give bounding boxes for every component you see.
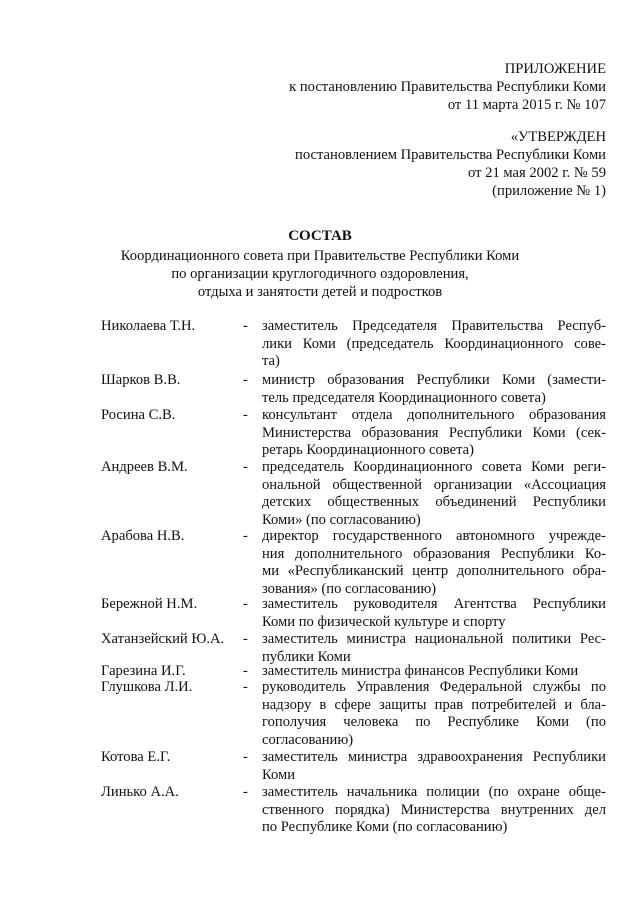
member-role-line: ми «Республиканский центр дополнительного обра-	[262, 563, 606, 579]
approved-line: постановлением Правительства Республики Коми	[295, 147, 606, 163]
member-role	[262, 407, 606, 460]
member-dash: -	[243, 459, 248, 475]
member-name: Линько А.А.	[101, 784, 179, 800]
title-heading: СОСТАВ	[288, 228, 352, 244]
member-role	[262, 749, 606, 784]
member-role-line: заместитель руководителя Агентства Республики	[262, 596, 606, 612]
member-role-line: тель председателя Координационного совета)	[262, 389, 546, 406]
member-dash: -	[243, 631, 248, 647]
member-name: Бережной Н.М.	[101, 596, 198, 612]
member-role-line: Коми	[262, 766, 296, 783]
member-role-line: зования» (по согласованию)	[262, 580, 437, 597]
appendix-line: ПРИЛОЖЕНИЕ	[504, 61, 606, 77]
member-role-line: заместитель Председателя Правительства Респуб-	[262, 318, 606, 334]
member-name: Андреев В.М.	[101, 459, 188, 475]
member-role-line: согласованию)	[262, 731, 354, 748]
member-dash: -	[243, 784, 248, 800]
member-role	[262, 663, 606, 681]
member-role-line: ональной общественной организации «Ассоциация	[262, 476, 606, 493]
member-role	[262, 631, 606, 666]
member-name: Шарков В.В.	[101, 372, 181, 388]
member-role	[262, 459, 606, 529]
appendix-line: от 11 марта 2015 г. № 107	[447, 97, 606, 113]
member-dash: -	[243, 679, 248, 695]
member-name: Арабова Н.В.	[101, 528, 185, 544]
member-role-line: министр образования Республики Коми (замести-	[262, 372, 606, 388]
member-role-line: заместитель министра национальной политики Рес-	[262, 631, 606, 647]
title-line: по организации круглогодичного оздоровления,	[171, 266, 469, 282]
title-line: Координационного совета при Правительстве Республики Коми	[120, 248, 520, 264]
appendix-line: к постановлению Правительства Республики Коми	[289, 79, 606, 95]
member-role	[262, 784, 606, 837]
member-role-line: ретарь Координационного совета)	[262, 442, 474, 458]
member-dash: -	[243, 318, 248, 334]
document-title	[0, 227, 640, 301]
approved-header	[295, 128, 606, 200]
member-role-line: заместитель начальника полиции (по охране обще-	[262, 784, 606, 800]
member-role	[262, 318, 606, 371]
approved-line: (приложение № 1)	[492, 183, 606, 199]
member-dash: -	[243, 407, 248, 423]
member-role-line: председатель Координационного совета Коми реги-	[262, 459, 606, 475]
member-role-line: Коми» (по согласованию)	[262, 511, 421, 528]
approved-line: «УТВЕРЖДЕН	[510, 129, 606, 145]
member-role-line: руководитель Управления Федеральной службы по	[262, 679, 606, 695]
member-role	[262, 596, 606, 631]
member-role-line: заместитель министра финансов Республики Коми	[262, 663, 579, 679]
member-role	[262, 528, 606, 598]
member-role-line: консультант отдела дополнительного образования	[262, 407, 606, 423]
member-name: Хатанзейский Ю.А.	[101, 631, 225, 647]
member-role-line: публики Коми	[262, 648, 351, 665]
member-name: Николаева Т.Н.	[101, 318, 196, 334]
member-role-line: надзору в сфере защиты прав потребителей и бла-	[262, 696, 606, 713]
member-role-line: лики Коми (председатель Координационного сове-	[262, 335, 606, 352]
member-dash: -	[243, 749, 248, 765]
member-dash: -	[243, 663, 248, 679]
member-role-line: ственного порядка) Министерства внутренних дел	[262, 801, 606, 818]
member-role-line: по Республике Коми (по согласованию)	[262, 819, 508, 835]
member-name: Гарезина И.Г.	[101, 663, 186, 679]
member-name: Росина С.В.	[101, 407, 176, 423]
member-role-line: директор государственного автономного учрежде-	[262, 528, 606, 544]
member-role-line: Коми по физической культуре и спорту	[262, 613, 506, 630]
approved-line: от 21 мая 2002 г. № 59	[468, 165, 606, 181]
member-role	[262, 679, 606, 749]
member-dash: -	[243, 372, 248, 388]
member-role-line: ния дополнительного образования Республики Ко-	[262, 545, 606, 562]
member-role-line: детских общественных объединений Республики	[262, 494, 606, 510]
appendix-header	[289, 60, 606, 114]
member-dash: -	[243, 528, 248, 544]
member-role	[262, 372, 606, 407]
member-dash: -	[243, 596, 248, 612]
member-name: Глушкова Л.И.	[101, 679, 193, 695]
member-role-line: гополучия человека по Республике Коми (по	[262, 714, 606, 730]
member-role-line: Министерства образования Республики Коми (сек-	[262, 424, 606, 441]
member-role-line: та)	[262, 353, 280, 369]
member-role-line: заместитель министра здравоохранения Республики	[262, 749, 606, 765]
member-name: Котова Е.Г.	[101, 749, 171, 765]
title-line: отдыха и занятости детей и подростков	[197, 284, 443, 300]
